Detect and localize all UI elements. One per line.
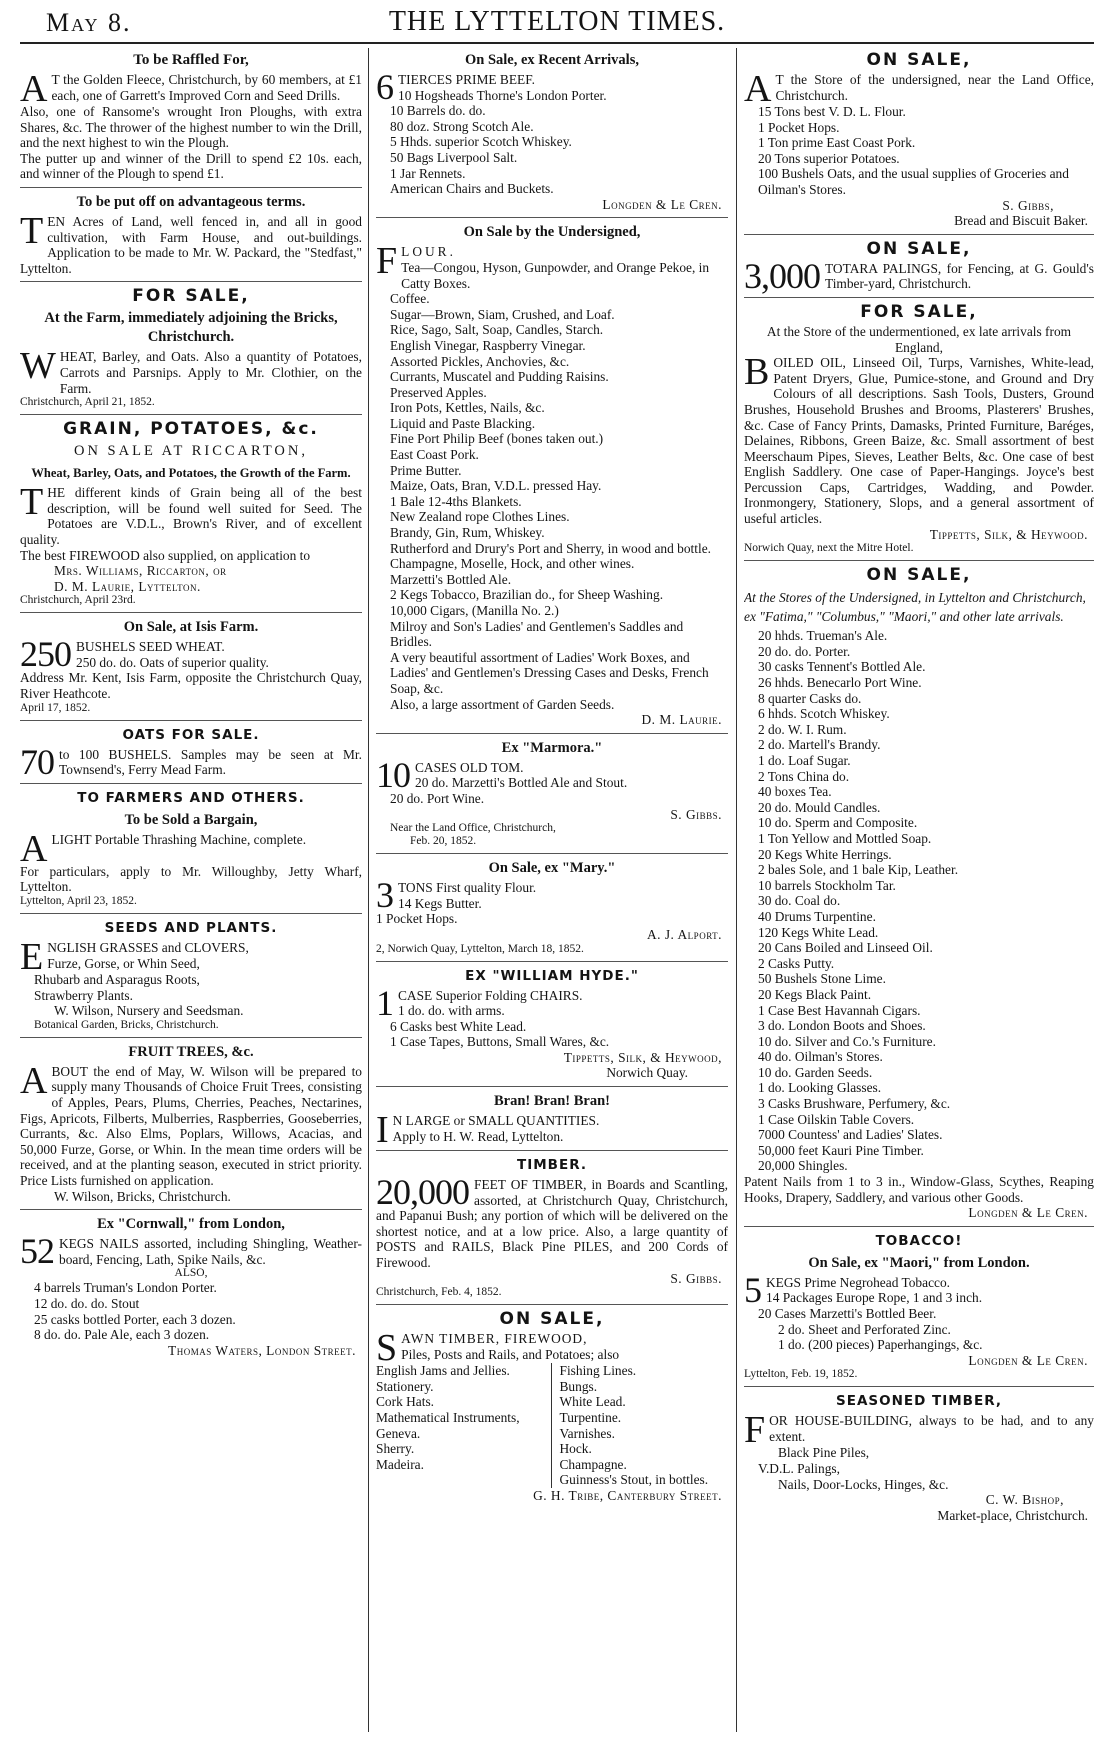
ad-heading: SEEDS AND PLANTS.	[104, 920, 278, 937]
ad-item: Madeira.	[376, 1456, 424, 1472]
ad-item: Sugar—Brown, Siam, Crushed, and Loaf.	[390, 306, 615, 322]
ad-recent-arrivals	[376, 51, 728, 218]
ad-item: 1 Jar Rennets.	[390, 165, 466, 181]
ad-item: 20 Cans Boiled and Linseed Oil.	[758, 940, 933, 956]
ad-farm-sale	[20, 287, 362, 415]
ad-signature: Bread and Biscuit Baker.	[954, 213, 1088, 229]
drop-cap: I	[376, 1109, 389, 1152]
ad-signature: W. Wilson, Bricks, Christchurch.	[54, 1188, 231, 1204]
ad-text: ALSO,	[174, 1267, 208, 1280]
column-1	[20, 48, 362, 1732]
ad-date: Lyttelton, Feb. 19, 1852.	[744, 1368, 858, 1381]
ad-item: 40 boxes Tea.	[758, 784, 832, 800]
ad-text: TOTARA PALINGS, for Fencing, at G. Gould's Timber-yard, Christchurch.	[825, 260, 1094, 292]
ad-date: Christchurch, April 23rd.	[20, 594, 136, 607]
ad-heading: TOBACCO!	[875, 1232, 963, 1249]
lead-number: 5	[744, 1269, 761, 1310]
ad-item: Currants, Muscatel and Pudding Raisins.	[390, 369, 609, 385]
ad-text: Also, one of Ransome's wrought Iron Ploughs, with extra Shares, &c. The thrower of the highest number to win the Drill, and the next highest to win the Plough.	[20, 104, 362, 151]
ad-place: Near the Land Office, Christchurch,	[390, 822, 556, 835]
ad-item: 20 do. do. Porter.	[758, 643, 851, 659]
lead-number: 52	[20, 1231, 54, 1272]
ad-item: 7000 Countess' and Ladies' Slates.	[758, 1127, 943, 1143]
issue-date: May 8.	[46, 8, 132, 37]
ad-item: 3 Casks Brushware, Perfumery, &c.	[758, 1096, 951, 1112]
ad-item: Iron Pots, Kettles, Nails, &c.	[390, 400, 545, 416]
ad-item: English Vinegar, Raspberry Vinegar.	[390, 337, 586, 353]
ad-date: Norwich Quay, next the Mitre Hotel.	[744, 542, 914, 555]
ad-date: Lyttelton, April 23, 1852.	[20, 895, 137, 908]
ad-text: Piles, Posts and Rails, and Potatoes; also	[401, 1346, 620, 1362]
ad-fruit-trees	[20, 1043, 362, 1210]
ad-text: CASE Superior Folding CHAIRS.	[398, 987, 583, 1003]
masthead	[20, 6, 1094, 44]
item-list	[376, 260, 728, 712]
ad-subheading: To be Sold a Bargain,	[124, 811, 258, 828]
ad-item: Champagne, Moselle, Hock, and other wines.	[390, 556, 635, 572]
ad-date: Christchurch, Feb. 4, 1852.	[376, 1286, 502, 1299]
ad-item: Nails, Door-Locks, Hinges, &c.	[778, 1476, 949, 1492]
ad-subheading: At the Store of the undermentioned, ex late arrivals from England,	[766, 323, 1072, 355]
ad-item: 3 do. London Boots and Shoes.	[758, 1018, 926, 1034]
ad-text: 20 do. Port Wine.	[390, 790, 485, 806]
ad-item: Mathematical Instruments,	[376, 1410, 520, 1425]
ad-subheading: Wheat, Barley, Oats, and Potatoes, the Growth of the Farm.	[31, 466, 351, 481]
ad-item: Fine Port Philip Beef (bones taken out.)	[390, 431, 604, 447]
ad-heading: FOR SALE,	[132, 286, 250, 307]
ad-item: 8 quarter Casks do.	[758, 690, 862, 706]
lead-number: 70	[20, 741, 54, 782]
ad-signature: Mrs. Williams, Riccarton, or	[54, 563, 227, 579]
lead-number: 250	[20, 634, 71, 675]
ad-date: Botanical Garden, Bricks, Christchurch.	[34, 1018, 219, 1031]
ad-sawn-timber	[376, 1310, 728, 1508]
column-rule	[368, 48, 369, 1732]
ad-farmers	[20, 789, 362, 914]
ad-item: Maize, Oats, Bran, V.D.L. pressed Hay.	[390, 478, 602, 494]
ad-text: to 100 BUSHELS. Samples may be seen at Mr. Townsend's, Ferry Mead Farm.	[59, 746, 362, 778]
ad-intro: At the Stores of the Undersigned, in Lyttelton and Christchurch, ex "Fatima," "Columbus," "Maori," and other late arrivals.	[744, 590, 1086, 625]
ad-text: HEAT, Barley, and Oats. Also a quantity of Potatoes, Carrots and Parsnips. Apply to Mr. Clothier, on the Farm.	[59, 349, 362, 396]
ad-subheading: On Sale, ex "Maori," from London.	[808, 1254, 1030, 1271]
ad-heading: FOR SALE,	[860, 301, 978, 322]
ad-signature: G. H. Tribe, Canterbury Street.	[533, 1487, 722, 1503]
ad-item: Black Pine Piles,	[778, 1445, 870, 1461]
ad-signature: Market-place, Christchurch.	[937, 1507, 1088, 1523]
ad-item: 10 Barrels do. do.	[390, 103, 486, 119]
ad-text: For particulars, apply to Mr. Willoughby, Jetty Wharf, Lyttelton.	[20, 863, 362, 895]
ad-item: 20 Cases Marzetti's Bottled Beer.	[758, 1306, 937, 1321]
list-left	[376, 1363, 552, 1488]
ad-item: English Jams and Jellies.	[376, 1363, 510, 1379]
column-2	[376, 48, 728, 1732]
ad-signature: Longden & Le Cren.	[968, 1352, 1088, 1368]
ad-signature: Tippetts, Silk, & Heywood,	[563, 1049, 722, 1065]
ad-heading: TIMBER.	[517, 1157, 587, 1174]
lead-number: 10	[376, 754, 410, 795]
ad-date: April 17, 1852.	[20, 701, 91, 714]
ad-signature: C. W. Bishop,	[985, 1492, 1064, 1508]
ad-item: Varnishes.	[559, 1425, 615, 1441]
ad-heading: Ex "Cornwall," from London,	[97, 1216, 285, 1233]
drop-cap: W	[20, 345, 56, 388]
ad-signature: Longden & Le Cren.	[602, 196, 722, 212]
drop-cap: B	[744, 351, 770, 394]
ad-item: 1 Case Tapes, Buttons, Small Wares, &c.	[390, 1034, 610, 1050]
ad-item: 4 barrels Truman's London Porter.	[34, 1280, 217, 1296]
ad-item: 2 Kegs Tobacco, Brazilian do., for Sheep Washing.	[390, 587, 664, 603]
ad-item: Fishing Lines.	[559, 1363, 637, 1379]
ad-item: White Lead.	[559, 1394, 626, 1410]
ad-item: V.D.L. Palings,	[758, 1460, 840, 1476]
ad-item: 8 do. do. Pale Ale, each 3 dozen.	[34, 1327, 210, 1343]
ad-text: AWN TIMBER, FIREWOOD,	[401, 1331, 588, 1347]
ad-item: 2 do. Martell's Brandy.	[758, 737, 881, 753]
ad-stores	[744, 566, 1094, 1227]
ad-heading: OATS FOR SALE.	[122, 726, 260, 743]
ad-item: Champagne.	[559, 1456, 627, 1472]
drop-cap: E	[20, 936, 44, 979]
ad-item: Geneva.	[376, 1425, 421, 1441]
ad-text: Strawberry Plants.	[34, 987, 133, 1003]
ad-text: HE different kinds of Grain being all of the best description, will be found well suited for Seed. The Potatoes are V.D.L., Brown's River, and of excellent quality.	[20, 485, 362, 547]
ad-text: FEET OF TIMBER, in Boards and Scantling, assorted, at Christchurch Quay, Christchurch, and Papanui Bush; any portion of which will be delivered on the shortest notice, and at a low price. Also, a large quantity of POSTS and RAILS, Black Pine PILES, and 200 Cords of Firewood.	[376, 1177, 728, 1271]
ad-item: 10 do. Sperm and Composite.	[758, 815, 918, 831]
ad-text: T the Golden Fleece, Christchurch, by 60 members, at £1 each, one of Garrett's Improved Corn and Seed Drills.	[51, 72, 362, 103]
ad-item: A very beautiful assortment of Ladies' Work Boxes, and Ladies' and Gentlemen's Dressing Cases and Desks, French Soap, &c.	[390, 649, 709, 696]
ad-text: OR HOUSE-BUILDING, always to be had, and to any extent.	[769, 1413, 1094, 1444]
ad-item: American Chairs and Buckets.	[390, 181, 554, 197]
ad-text: CASES OLD TOM.	[415, 759, 524, 775]
lead-number: 20,000	[376, 1172, 469, 1213]
ad-item: 80 doz. Strong Scotch Ale.	[390, 118, 534, 134]
ad-text: LOUR.	[401, 244, 456, 260]
ad-item: 30 casks Tennent's Bottled Ale.	[758, 659, 926, 675]
ad-item: 50 Bushels Stone Lime.	[758, 971, 886, 987]
ad-text: KEGS Prime Negrohead Tobacco.	[766, 1274, 951, 1290]
ad-item: Also, a large assortment of Garden Seeds.	[390, 696, 615, 712]
ad-heading: TO FARMERS AND OTHERS.	[77, 789, 305, 806]
ad-item: 1 do. Loaf Sugar.	[758, 753, 851, 768]
ad-item: 10 barrels Stockholm Tar.	[758, 877, 896, 893]
ad-item: Rice, Sago, Salt, Soap, Candles, Starch.	[390, 322, 604, 338]
ad-store-sale	[744, 51, 1094, 235]
ad-item: Hock.	[559, 1441, 592, 1457]
ad-signature: Thomas Waters, London Street.	[168, 1342, 356, 1358]
ad-item: 1 Case Oilskin Table Covers.	[758, 1111, 915, 1127]
two-column-list	[376, 1363, 728, 1488]
ad-put-off	[20, 193, 362, 282]
ad-signature: S. Gibbs.	[670, 1270, 722, 1286]
drop-cap: S	[376, 1327, 398, 1370]
ad-item: 2 bales Sole, and 1 bale Kip, Leather.	[758, 862, 959, 878]
ad-item: 14 Packages Europe Rope, 1 and 3 inch.	[766, 1290, 983, 1306]
ad-item: Prime Butter.	[390, 462, 462, 478]
drop-cap: A	[744, 68, 772, 110]
ad-heading: ON SALE,	[866, 50, 972, 70]
lead-number: 1	[376, 982, 393, 1023]
lead-number: 6	[376, 67, 393, 107]
ad-heading: Bran! Bran! Bran!	[494, 1093, 610, 1110]
ad-signature: A. J. Alport.	[646, 926, 722, 942]
ad-text: LIGHT Portable Thrashing Machine, complete.	[51, 831, 307, 847]
ad-date: Christchurch, April 21, 1852.	[20, 396, 155, 409]
ad-signature: S. Gibbs.	[670, 806, 722, 822]
item-list	[744, 628, 1094, 1174]
ad-totara	[744, 240, 1094, 298]
ad-item: 2 do. W. I. Rum.	[758, 721, 847, 737]
ad-item: Brandy, Gin, Rum, Whiskey.	[390, 525, 545, 541]
ad-seasoned-timber	[744, 1392, 1094, 1528]
ad-item: 5 Hhds. superior Scotch Whiskey.	[390, 134, 572, 150]
ad-item: Guinness's Stout, in bottles.	[559, 1472, 709, 1488]
ad-text: The best FIREWOOD also supplied, on application to	[20, 547, 311, 563]
ad-item: 2 Tons China do.	[758, 768, 850, 784]
ad-text: TONS First quality Flour.	[398, 880, 537, 896]
ad-text: Patent Nails from 1 to 3 in., Window-Glass, Scythes, Reaping Hooks, Drapery, Saddlery, and various other Goods.	[744, 1174, 1094, 1205]
column-rule	[736, 48, 737, 1732]
ad-heading: On Sale, ex Recent Arrivals,	[465, 52, 639, 68]
ad-item: 20 Kegs Black Paint.	[758, 986, 872, 1002]
ad-heading: On Sale, ex "Mary."	[488, 860, 616, 877]
ad-date: 2, Norwich Quay, Lyttelton, March 18, 1852.	[376, 942, 584, 955]
ad-oils	[744, 303, 1094, 561]
ad-item: Turpentine.	[559, 1410, 622, 1425]
ad-text: N LARGE or SMALL QUANTITIES.	[392, 1113, 600, 1129]
ad-text: Address Mr. Kent, Isis Farm, opposite the Christchurch Quay, River Heathcote.	[20, 670, 362, 702]
ad-marmora	[376, 739, 728, 854]
item-list	[744, 104, 1094, 198]
list-right	[552, 1363, 729, 1488]
ad-item: 50,000 feet Kauri Pine Timber.	[758, 1142, 924, 1158]
ad-subheading: At the Farm, immediately adjoining the Bricks, Christchurch.	[44, 310, 338, 346]
ad-text: BUSHELS SEED WHEAT.	[76, 639, 225, 655]
ad-text: KEGS NAILS assorted, including Shingling, Weather-board, Fencing, Lath, Spike Nails, &c.	[59, 1236, 362, 1267]
ad-mary	[376, 859, 728, 961]
ad-item: Rutherford and Drury's Port and Sherry, in wood and bottle.	[390, 540, 712, 556]
ad-text: OILED OIL, Linseed Oil, Turps, Varnishes, White-lead, Patent Dryers, Glue, Pumice-stone, and Ground and Dry Colours of all descriptions. Sash Tools, Dusters, Ground Brushes, Household Brushes and Brooms, Plasterers' Brushes, &c. Case of Fancy Prints, Damasks, Printed Furniture, Baréges, Delaines, Ribbons, Green Baize, &c. Small assortment of best Meerschaum Pipes, Sieves, Leather Belts, &c. One case of best English Saddlery. One case of Paper-Hangings. Joyce's best Percussion Caps, Cartridges, Wadding, and Powder. Ironmongery, Stationery, Slops, and a general assortment of useful articles.	[744, 355, 1094, 527]
ad-signature: S. Gibbs,	[1002, 197, 1054, 213]
ad-item: Liquid and Paste Blacking.	[390, 415, 536, 431]
ad-item: 20 Kegs White Herrings.	[758, 846, 892, 862]
ad-text: 20 do. Marzetti's Bottled Ale and Stout.	[415, 775, 628, 791]
ad-timber	[376, 1156, 728, 1305]
ad-item: Preserved Apples.	[390, 384, 487, 400]
ad-item: 120 Kegs White Lead.	[758, 924, 879, 940]
drop-cap: T	[20, 209, 44, 252]
drop-cap: T	[20, 481, 44, 524]
ad-item: Milroy and Son's Ladies' and Gentlemen's Saddles and Bridles.	[390, 618, 684, 650]
ad-text: NGLISH GRASSES and CLOVERS,	[47, 940, 249, 956]
ad-item: 20 Tons superior Potatoes.	[758, 150, 900, 166]
ad-item: Assorted Pickles, Anchovies, &c.	[390, 353, 570, 369]
ad-bran	[376, 1092, 728, 1151]
ad-text: Apply to H. W. Read, Lyttelton.	[392, 1128, 564, 1144]
ad-item: 2 Casks Putty.	[758, 955, 835, 971]
ad-item: 1 Ton prime East Coast Pork.	[758, 135, 916, 151]
column-3	[744, 48, 1094, 1732]
ad-william-hyde	[376, 967, 728, 1088]
ad-item: 6 hhds. Scotch Whiskey.	[758, 706, 890, 722]
ad-text: Rhubarb and Asparagus Roots,	[34, 972, 200, 988]
ad-item: 25 casks bottled Porter, each 3 dozen.	[34, 1311, 236, 1327]
ad-heading: To be Raffled For,	[133, 52, 249, 68]
ad-item: 1 Pocket Hops.	[758, 119, 840, 135]
ad-item: 100 Bushels Oats, and the usual supplies of Groceries and Oilman's Stores.	[758, 166, 1069, 197]
drop-cap: F	[376, 240, 398, 283]
ad-item: 26 hhds. Benecarlo Port Wine.	[758, 675, 922, 691]
ad-item: 20,000 Shingles.	[758, 1158, 848, 1174]
ad-item: Stationery.	[376, 1378, 434, 1394]
ad-text: 1 Pocket Hops.	[376, 911, 458, 927]
ad-item: 40 do. Oilman's Stores.	[758, 1049, 883, 1065]
ad-item: 10 do. Silver and Co.'s Furniture.	[758, 1033, 936, 1049]
ad-item: 1 Bale 12-4ths Blankets.	[390, 493, 522, 509]
ad-date: Feb. 20, 1852.	[410, 835, 477, 848]
ad-heading: To be put off on advantageous terms.	[76, 193, 306, 210]
ad-text: BOUT the end of May, W. Wilson will be prepared to supply many Thousands of Choice Fruit Trees, consisting of Apples, Pears, Plums, Cherries, Peaches, Nectarines, Figs, Apricots, Filberts, Mulberries, Raspberries, Gooseberries, Currants, &c. Also Elms, Poplars, Willows, Acacias, and 50,000 Furze, Gorse, or Whin. In the mean time orders will be received, and at the planting season, executed in strict priority. Price Lists furnished on application.	[20, 1063, 362, 1188]
ad-item: 6 Casks best White Lead.	[390, 1018, 527, 1034]
ad-signature: D. M. Laurie, Lyttelton.	[54, 578, 201, 594]
ad-subheading: ON SALE AT RICCARTON,	[73, 443, 308, 460]
ad-item: 15 Tons best V. D. L. Flour.	[758, 104, 906, 119]
ad-undersigned	[376, 223, 728, 733]
ad-item: New Zealand rope Clothes Lines.	[390, 509, 570, 525]
ad-heading: Ex "Marmora."	[501, 739, 603, 756]
ad-text: Furze, Gorse, or Whin Seed,	[47, 955, 200, 971]
ad-heading: FRUIT TREES, &c.	[128, 1043, 254, 1060]
ad-signature: D. M. Laurie.	[641, 712, 722, 728]
ad-text: The putter up and winner of the Drill to spend £2 10s. each, and winner of the Plough to spend £1.	[20, 150, 362, 182]
ad-signature: Tippetts, Silk, & Heywood.	[929, 526, 1088, 542]
ad-oats	[20, 726, 362, 784]
ad-cornwall	[20, 1215, 362, 1363]
ad-heading: On Sale by the Undersigned,	[463, 224, 641, 241]
ad-item: 2 do. Sheet and Perforated Zinc.	[778, 1321, 951, 1337]
lead-number: 3,000	[744, 255, 820, 296]
ad-item: Bungs.	[559, 1378, 598, 1394]
drop-cap: A	[20, 1059, 48, 1102]
ad-text: 250 do. do. Oats of superior quality.	[76, 654, 269, 670]
ad-item: 1 Ton Yellow and Mottled Soap.	[758, 830, 932, 846]
ad-grain	[20, 420, 362, 613]
ad-tobacco	[744, 1232, 1094, 1388]
ad-text: EN Acres of Land, well fenced in, and all in good cultivation, with Farm House, and out-buildings. Application to be made to Mr. W. Packard, the "Stedfast," Lyttelton.	[20, 213, 362, 276]
ad-heading: GRAIN, POTATOES, &c.	[63, 419, 319, 440]
item-list	[376, 88, 728, 197]
ad-heading: ON SALE,	[499, 1309, 605, 1330]
ad-item: East Coast Pork.	[390, 447, 479, 463]
ad-item: 1 do. Looking Glasses.	[758, 1080, 882, 1096]
ad-heading: On Sale, at Isis Farm.	[123, 619, 259, 636]
ad-item: 50 Bags Liverpool Salt.	[390, 149, 518, 165]
drop-cap: A	[20, 68, 48, 110]
ad-item: 1 Case Best Havannah Cigars.	[758, 1002, 921, 1018]
ad-item: Marzetti's Bottled Ale.	[390, 571, 512, 587]
ad-signature: Longden & Le Cren.	[968, 1205, 1088, 1221]
ad-item: 10 Hogsheads Thorne's London Porter.	[398, 87, 607, 103]
ad-item: Tea—Congou, Hyson, Gunpowder, and Orange Pekoe, in Catty Boxes.	[401, 259, 710, 291]
newspaper-title: THE LYTTELTON TIMES.	[388, 6, 726, 37]
ad-isis-farm	[20, 618, 362, 720]
ad-item: 1 do. (200 pieces) Paperhangings, &c.	[778, 1337, 983, 1353]
ad-heading: SEASONED TIMBER,	[836, 1393, 1002, 1410]
ad-signature: Norwich Quay.	[606, 1065, 688, 1081]
ad-item: Cork Hats.	[376, 1394, 435, 1410]
ad-item: 1 do. do. with arms.	[398, 1003, 505, 1019]
ad-item: 12 do. do. do. Stout	[34, 1295, 140, 1311]
ad-text: TIERCES PRIME BEEF.	[398, 72, 535, 87]
ad-item: 10 do. Garden Seeds.	[758, 1064, 873, 1080]
ad-text: T the Store of the undersigned, near the Land Office, Christchurch.	[775, 72, 1094, 103]
ad-item: 40 Drums Turpentine.	[758, 908, 876, 924]
ad-seeds	[20, 919, 362, 1038]
ad-text: 14 Kegs Butter.	[398, 895, 482, 911]
ad-item: 20 do. Mould Candles.	[758, 799, 881, 815]
ad-heading: ON SALE,	[866, 238, 972, 259]
ad-raffle	[20, 51, 362, 188]
ad-signature: W. Wilson, Nursery and Seedsman.	[54, 1003, 244, 1019]
ad-heading: ON SALE,	[866, 565, 972, 586]
ad-item: 20 hhds. Trueman's Ale.	[758, 628, 888, 644]
drop-cap: F	[744, 1409, 766, 1452]
lead-number: 3	[376, 875, 393, 916]
drop-cap: A	[20, 827, 48, 870]
ad-item: 30 do. Coal do.	[758, 893, 841, 909]
ad-item: 10,000 Cigars, (Manilla No. 2.)	[390, 603, 559, 618]
ad-item: Coffee.	[390, 291, 430, 307]
ad-heading: EX "WILLIAM HYDE."	[465, 967, 639, 984]
ad-item: Sherry.	[376, 1441, 415, 1457]
